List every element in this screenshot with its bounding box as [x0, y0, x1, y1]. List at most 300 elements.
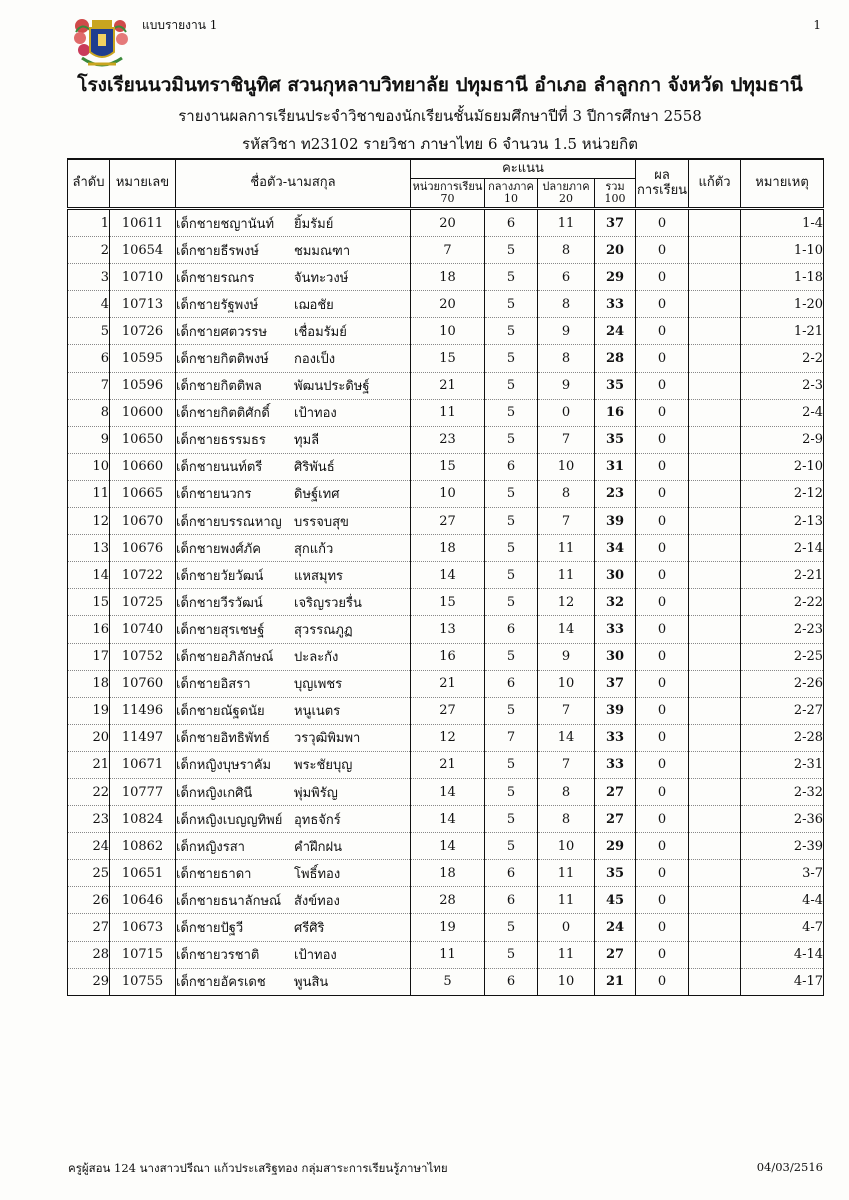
row-no-cell: 7 — [68, 372, 110, 399]
result-cell: 0 — [636, 751, 689, 778]
student-id-cell: 10611 — [110, 209, 176, 237]
remark-cell: 1-20 — [741, 291, 824, 318]
student-name-cell — [176, 264, 411, 291]
result-cell: 0 — [636, 264, 689, 291]
unit-score-cell: 15 — [411, 345, 485, 372]
result-cell: 0 — [636, 643, 689, 670]
result-cell: 0 — [636, 318, 689, 345]
student-id-cell: 10760 — [110, 670, 176, 697]
final-score-cell: 11 — [538, 941, 595, 968]
total-score-cell: 30 — [595, 643, 636, 670]
row-no-cell: 13 — [68, 535, 110, 562]
table-row — [68, 318, 824, 345]
student-name-cell — [176, 670, 411, 697]
row-no-cell: 15 — [68, 589, 110, 616]
retake-cell — [689, 860, 741, 887]
student-last-name: กองเป็ง — [294, 352, 336, 368]
student-id-cell: 10651 — [110, 860, 176, 887]
student-first-name: เด็กชายอิทธิพัทธ์ — [176, 731, 270, 747]
student-first-name: เด็กชายชญานันท์ — [176, 216, 275, 232]
student-last-name: เป้าทอง — [294, 948, 337, 964]
retake-cell — [689, 670, 741, 697]
midterm-score-cell: 6 — [485, 670, 538, 697]
remark-cell: 2-10 — [741, 453, 824, 480]
student-id-cell: 10862 — [110, 833, 176, 860]
total-score-cell: 37 — [595, 209, 636, 237]
result-cell: 0 — [636, 670, 689, 697]
retake-cell — [689, 318, 741, 345]
total-score-cell: 23 — [595, 480, 636, 507]
student-first-name: เด็กชายธรรมธร — [176, 433, 266, 449]
header-unit — [411, 179, 485, 209]
midterm-score-cell: 5 — [485, 914, 538, 941]
total-score-cell: 27 — [595, 806, 636, 833]
midterm-score-cell: 5 — [485, 372, 538, 399]
student-name-cell — [176, 345, 411, 372]
midterm-score-cell: 5 — [485, 643, 538, 670]
midterm-score-cell: 5 — [485, 833, 538, 860]
student-last-name: เชื่อมรัมย์ — [294, 324, 347, 340]
header-final-label: ปลายภาค — [542, 179, 590, 193]
retake-cell — [689, 589, 741, 616]
student-last-name: วรวุฒิพิมพา — [294, 731, 361, 747]
unit-score-cell: 23 — [411, 426, 485, 453]
remark-cell: 2-31 — [741, 751, 824, 778]
midterm-score-cell: 7 — [485, 724, 538, 751]
total-score-cell: 24 — [595, 914, 636, 941]
midterm-score-cell: 5 — [485, 535, 538, 562]
row-no-cell: 1 — [68, 209, 110, 237]
table-row — [68, 453, 824, 480]
final-score-cell: 7 — [538, 697, 595, 724]
table-row — [68, 670, 824, 697]
student-last-name: สุวรรณภูฏ — [294, 622, 353, 638]
student-id-cell: 10650 — [110, 426, 176, 453]
student-name-cell — [176, 399, 411, 426]
result-cell: 0 — [636, 589, 689, 616]
student-name-cell — [176, 318, 411, 345]
header-total-label: รวม — [605, 179, 625, 193]
header-remark: หมายเหตุ — [741, 159, 824, 209]
result-cell: 0 — [636, 914, 689, 941]
result-cell: 0 — [636, 697, 689, 724]
result-cell: 0 — [636, 291, 689, 318]
student-id-cell: 10740 — [110, 616, 176, 643]
result-cell: 0 — [636, 535, 689, 562]
header-result — [636, 159, 689, 209]
unit-score-cell: 11 — [411, 399, 485, 426]
retake-cell — [689, 806, 741, 833]
student-last-name: ปะละกัง — [294, 650, 339, 666]
midterm-score-cell: 5 — [485, 941, 538, 968]
row-no-cell: 2 — [68, 237, 110, 264]
midterm-score-cell: 5 — [485, 751, 538, 778]
student-id-cell: 10824 — [110, 806, 176, 833]
midterm-score-cell: 5 — [485, 589, 538, 616]
student-name-cell — [176, 860, 411, 887]
midterm-score-cell: 6 — [485, 968, 538, 995]
row-no-cell: 19 — [68, 697, 110, 724]
student-last-name: พุ่มพิรัญ — [294, 785, 338, 801]
remark-cell: 2-12 — [741, 480, 824, 507]
student-last-name: สุกแก้ว — [294, 541, 334, 557]
final-score-cell: 9 — [538, 372, 595, 399]
header-name: ชื่อตัว-นามสกุล — [176, 159, 411, 209]
table-row — [68, 616, 824, 643]
header-fix: แก้ตัว — [689, 159, 741, 209]
row-no-cell: 11 — [68, 480, 110, 507]
result-cell: 0 — [636, 480, 689, 507]
row-no-cell: 5 — [68, 318, 110, 345]
student-first-name: เด็กชายอิสรา — [176, 677, 251, 693]
total-score-cell: 39 — [595, 697, 636, 724]
grades-table-body — [68, 209, 824, 996]
remark-cell: 1-10 — [741, 237, 824, 264]
row-no-cell: 9 — [68, 426, 110, 453]
retake-cell — [689, 751, 741, 778]
final-score-cell: 10 — [538, 833, 595, 860]
row-no-cell: 16 — [68, 616, 110, 643]
student-last-name: คำฝึกฝน — [294, 839, 342, 855]
total-score-cell: 39 — [595, 508, 636, 535]
midterm-score-cell: 5 — [485, 291, 538, 318]
retake-cell — [689, 291, 741, 318]
midterm-score-cell: 6 — [485, 453, 538, 480]
unit-score-cell: 19 — [411, 914, 485, 941]
remark-cell: 2-39 — [741, 833, 824, 860]
midterm-score-cell: 5 — [485, 806, 538, 833]
retake-cell — [689, 535, 741, 562]
student-last-name: ทุมลี — [294, 433, 320, 449]
header-result-line1: ผล — [654, 168, 670, 184]
total-score-cell: 28 — [595, 345, 636, 372]
header-no: ลำดับ — [68, 159, 110, 209]
student-name-cell — [176, 968, 411, 995]
student-first-name: เด็กชายวรชาติ — [176, 948, 260, 964]
unit-score-cell: 14 — [411, 806, 485, 833]
student-name-cell — [176, 751, 411, 778]
student-id-cell: 10671 — [110, 751, 176, 778]
remark-cell: 2-25 — [741, 643, 824, 670]
final-score-cell: 8 — [538, 806, 595, 833]
midterm-score-cell: 5 — [485, 318, 538, 345]
retake-cell — [689, 968, 741, 995]
remark-cell: 3-7 — [741, 860, 824, 887]
student-name-cell — [176, 887, 411, 914]
student-first-name: เด็กชายสุรเชษฐ์ — [176, 622, 265, 638]
student-first-name: เด็กชายศตวรรษ — [176, 324, 268, 340]
student-name-cell — [176, 453, 411, 480]
total-score-cell: 33 — [595, 291, 636, 318]
student-id-cell: 11496 — [110, 697, 176, 724]
student-first-name: เด็กหญิงเบญญทิพย์ — [176, 812, 283, 828]
page-number: 1 — [813, 18, 821, 32]
row-no-cell: 12 — [68, 508, 110, 535]
retake-cell — [689, 697, 741, 724]
total-score-cell: 45 — [595, 887, 636, 914]
final-score-cell: 8 — [538, 345, 595, 372]
student-first-name: เด็กหญิงบุษราคัม — [176, 758, 272, 774]
retake-cell — [689, 833, 741, 860]
print-date: 04/03/2516 — [756, 1160, 823, 1174]
student-last-name: บรรจบสุข — [294, 514, 349, 530]
midterm-score-cell: 6 — [485, 887, 538, 914]
unit-score-cell: 12 — [411, 724, 485, 751]
retake-cell — [689, 914, 741, 941]
header-final — [538, 179, 595, 209]
retake-cell — [689, 616, 741, 643]
retake-cell — [689, 778, 741, 805]
header-total-max: 100 — [604, 192, 626, 205]
student-last-name: ยิ้มรัมย์ — [294, 216, 334, 232]
result-cell: 0 — [636, 806, 689, 833]
unit-score-cell: 21 — [411, 372, 485, 399]
result-cell: 0 — [636, 345, 689, 372]
remark-cell: 4-17 — [741, 968, 824, 995]
remark-cell: 4-7 — [741, 914, 824, 941]
total-score-cell: 20 — [595, 237, 636, 264]
row-no-cell: 27 — [68, 914, 110, 941]
row-no-cell: 25 — [68, 860, 110, 887]
student-first-name: เด็กชายธนาลักษณ์ — [176, 893, 282, 909]
final-score-cell: 10 — [538, 968, 595, 995]
retake-cell — [689, 941, 741, 968]
student-id-cell: 10673 — [110, 914, 176, 941]
result-cell: 0 — [636, 968, 689, 995]
result-cell: 0 — [636, 887, 689, 914]
midterm-score-cell: 6 — [485, 616, 538, 643]
header-unit-label: หน่วยการเรียน — [412, 179, 483, 193]
student-first-name: เด็กชายนนท์ตรี — [176, 460, 263, 476]
result-cell: 0 — [636, 778, 689, 805]
result-cell: 0 — [636, 372, 689, 399]
retake-cell — [689, 237, 741, 264]
result-cell: 0 — [636, 941, 689, 968]
table-row — [68, 209, 824, 237]
student-first-name: เด็กชายพงศ์ภัค — [176, 541, 261, 557]
row-no-cell: 28 — [68, 941, 110, 968]
result-cell: 0 — [636, 860, 689, 887]
student-last-name: อุทธจักร์ — [294, 812, 341, 828]
student-name-cell — [176, 833, 411, 860]
retake-cell — [689, 453, 741, 480]
remark-cell: 4-14 — [741, 941, 824, 968]
total-score-cell: 29 — [595, 264, 636, 291]
student-first-name: เด็กหญิงรสา — [176, 839, 245, 855]
unit-score-cell: 15 — [411, 589, 485, 616]
final-score-cell: 0 — [538, 399, 595, 426]
row-no-cell: 23 — [68, 806, 110, 833]
remark-cell: 2-2 — [741, 345, 824, 372]
final-score-cell: 7 — [538, 508, 595, 535]
student-first-name: เด็กชายนวกร — [176, 487, 252, 503]
student-name-cell — [176, 209, 411, 237]
row-no-cell: 29 — [68, 968, 110, 995]
midterm-score-cell: 5 — [485, 264, 538, 291]
unit-score-cell: 14 — [411, 562, 485, 589]
student-first-name: เด็กชายบรรณหาญ — [176, 514, 282, 530]
remark-cell: 1-21 — [741, 318, 824, 345]
table-row — [68, 778, 824, 805]
student-last-name: ศรีศิริ — [294, 920, 325, 936]
student-first-name: เด็กหญิงเกศินี — [176, 785, 253, 801]
student-last-name: แหสมุทร — [294, 568, 344, 584]
unit-score-cell: 21 — [411, 670, 485, 697]
result-cell: 0 — [636, 237, 689, 264]
retake-cell — [689, 264, 741, 291]
student-first-name: เด็กชายวีรวัฒน์ — [176, 595, 263, 611]
student-last-name: ดิษฐ์เทศ — [294, 487, 340, 503]
header-mid — [485, 179, 538, 209]
student-last-name: ศิริพันธ์ — [294, 460, 335, 476]
student-first-name: เด็กชายรณกร — [176, 270, 255, 286]
student-id-cell: 10777 — [110, 778, 176, 805]
midterm-score-cell: 5 — [485, 345, 538, 372]
student-last-name: บุญเพชร — [294, 677, 343, 693]
student-name-cell — [176, 508, 411, 535]
table-row — [68, 589, 824, 616]
row-no-cell: 14 — [68, 562, 110, 589]
final-score-cell: 9 — [538, 318, 595, 345]
final-score-cell: 14 — [538, 616, 595, 643]
student-last-name: พระชัยบุญ — [294, 758, 353, 774]
student-last-name: ชมมณฑา — [294, 243, 351, 259]
final-score-cell: 0 — [538, 914, 595, 941]
header-mid-label: กลางภาค — [488, 179, 534, 193]
table-row — [68, 399, 824, 426]
remark-cell: 2-36 — [741, 806, 824, 833]
student-name-cell — [176, 237, 411, 264]
table-row — [68, 372, 824, 399]
student-id-cell: 10715 — [110, 941, 176, 968]
table-row — [68, 264, 824, 291]
retake-cell — [689, 480, 741, 507]
student-id-cell: 10725 — [110, 589, 176, 616]
unit-score-cell: 21 — [411, 751, 485, 778]
unit-score-cell: 11 — [411, 941, 485, 968]
subject-info: รหัสวิชา ท23102 รายวิชา ภาษาไทย 6 จำนวน 1.5 หน่วยกิต — [242, 135, 638, 153]
final-score-cell: 11 — [538, 535, 595, 562]
retake-cell — [689, 372, 741, 399]
final-score-cell: 10 — [538, 453, 595, 480]
header-mid-max: 10 — [504, 192, 518, 205]
unit-score-cell: 14 — [411, 833, 485, 860]
row-no-cell: 17 — [68, 643, 110, 670]
student-last-name: จันทะวงษ์ — [294, 270, 349, 286]
student-id-cell: 10713 — [110, 291, 176, 318]
student-first-name: เด็กชายกิตติพล — [176, 379, 262, 395]
total-score-cell: 34 — [595, 535, 636, 562]
header-scores: คะแนน — [411, 159, 636, 179]
student-name-cell — [176, 589, 411, 616]
student-name-cell — [176, 778, 411, 805]
final-score-cell: 6 — [538, 264, 595, 291]
final-score-cell: 8 — [538, 480, 595, 507]
table-row — [68, 968, 824, 995]
total-score-cell: 29 — [595, 833, 636, 860]
student-id-cell: 10752 — [110, 643, 176, 670]
remark-cell: 1-4 — [741, 209, 824, 237]
student-name-cell — [176, 480, 411, 507]
total-score-cell: 32 — [595, 589, 636, 616]
total-score-cell: 37 — [595, 670, 636, 697]
student-first-name: เด็กชายวัยวัฒน์ — [176, 568, 264, 584]
total-score-cell: 33 — [595, 751, 636, 778]
midterm-score-cell: 5 — [485, 399, 538, 426]
total-score-cell: 27 — [595, 941, 636, 968]
final-score-cell: 8 — [538, 778, 595, 805]
retake-cell — [689, 426, 741, 453]
student-first-name: เด็กชายอภิลักษณ์ — [176, 650, 274, 666]
remark-cell: 2-22 — [741, 589, 824, 616]
table-row — [68, 860, 824, 887]
student-id-cell: 10654 — [110, 237, 176, 264]
remark-cell: 2-23 — [741, 616, 824, 643]
student-last-name: เจริญรวยรื่น — [294, 595, 362, 611]
result-cell: 0 — [636, 562, 689, 589]
report-form-label: แบบรายงาน 1 — [142, 18, 218, 32]
result-cell: 0 — [636, 724, 689, 751]
midterm-score-cell: 6 — [485, 860, 538, 887]
midterm-score-cell: 5 — [485, 237, 538, 264]
student-name-cell — [176, 372, 411, 399]
remark-cell: 2-27 — [741, 697, 824, 724]
student-first-name: เด็กชายณัฐดนัย — [176, 704, 265, 720]
student-first-name: เด็กชายกิตติศักดิ์ — [176, 406, 270, 422]
unit-score-cell: 27 — [411, 697, 485, 724]
final-score-cell: 7 — [538, 751, 595, 778]
student-last-name: หนูเนตร — [294, 704, 341, 720]
result-cell: 0 — [636, 508, 689, 535]
unit-score-cell: 13 — [411, 616, 485, 643]
row-no-cell: 6 — [68, 345, 110, 372]
header-unit-max: 70 — [440, 192, 455, 205]
table-row — [68, 535, 824, 562]
table-row — [68, 914, 824, 941]
table-row — [68, 562, 824, 589]
table-row — [68, 724, 824, 751]
student-id-cell: 11497 — [110, 724, 176, 751]
table-row — [68, 480, 824, 507]
row-no-cell: 3 — [68, 264, 110, 291]
remark-cell: 2-32 — [741, 778, 824, 805]
table-row — [68, 833, 824, 860]
midterm-score-cell: 5 — [485, 778, 538, 805]
unit-score-cell: 20 — [411, 291, 485, 318]
student-first-name: เด็กชายธีรพงษ์ — [176, 243, 259, 259]
total-score-cell: 33 — [595, 616, 636, 643]
report-title: รายงานผลการเรียนประจำวิชาของนักเรียนชั้นมัธยมศึกษาปีที่ 3 ปีการศึกษา 2558 — [178, 107, 702, 125]
retake-cell — [689, 643, 741, 670]
student-name-cell — [176, 426, 411, 453]
unit-score-cell: 18 — [411, 860, 485, 887]
retake-cell — [689, 399, 741, 426]
final-score-cell: 11 — [538, 562, 595, 589]
row-no-cell: 8 — [68, 399, 110, 426]
unit-score-cell: 7 — [411, 237, 485, 264]
remark-cell: 2-9 — [741, 426, 824, 453]
student-name-cell — [176, 643, 411, 670]
result-cell: 0 — [636, 453, 689, 480]
row-no-cell: 22 — [68, 778, 110, 805]
table-row — [68, 887, 824, 914]
student-first-name: เด็กชายธาดา — [176, 866, 252, 882]
student-name-cell — [176, 941, 411, 968]
student-id-cell: 10665 — [110, 480, 176, 507]
table-row — [68, 291, 824, 318]
final-score-cell: 14 — [538, 724, 595, 751]
total-score-cell: 31 — [595, 453, 636, 480]
